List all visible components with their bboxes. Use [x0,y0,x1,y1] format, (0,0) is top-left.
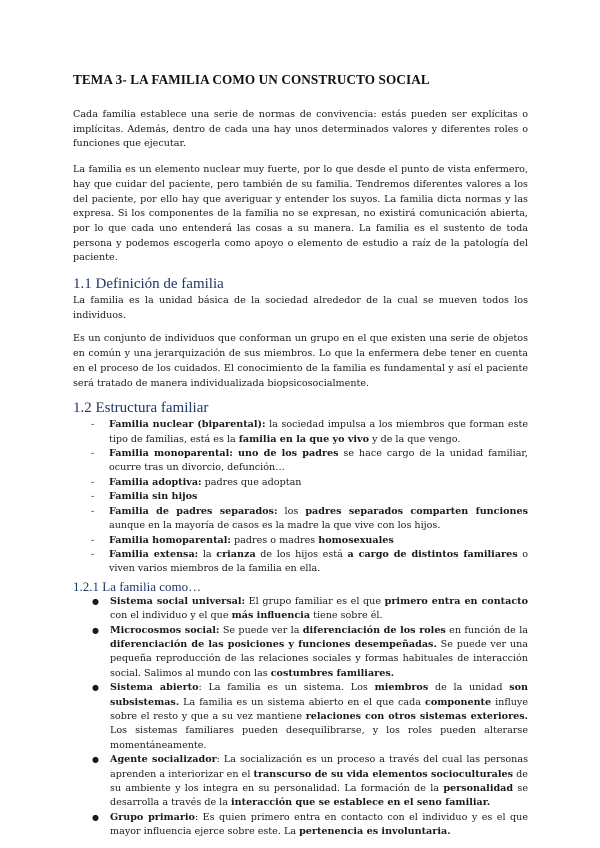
body-text: Se puede ver la [219,624,303,636]
familia-como-list-item [73,624,528,682]
body-text: : La familia es un sistema. Los [198,682,375,694]
body-text: de su ambiente y los integra en su personalidad. La formación de la [110,768,528,794]
body-text: padres que adoptan [201,476,302,488]
body-text: Los sistemas familiares pueden desequilibrarse, y los roles pueden alterarse momentáneamente. [110,725,528,751]
subsection-heading-familia-como: 1.2.1 La familia como… [73,578,202,594]
structure-list-item [73,534,528,548]
body-text: padres o madres [230,534,319,546]
dash-marker: - [91,534,95,546]
intro-paragraph-2: La familia es un elemento nuclear muy fuerte, por lo que desde el punto de vista enfermero, hay que cuidar del paciente, pero también de su familia. Tendremos diferentes valores a los del paciente, por ello hay que averiguar y entender los suyos. La familia dicta normas y las expresa. Si los componentes de la familia no se expresan, no existirá comunicación abierta, por lo que cada uno entenderá las cosas a su manera. La familia es el sustento de toda persona y podemos escogerla como apoyo o elemento de estudio a raíz de la patología del paciente. [73,164,528,264]
structure-list-item [73,447,528,476]
structure-list-item [73,505,528,534]
page-title: TEMA 3- LA FAMILIA COMO UN CONSTRUCTO SOCIAL [73,72,430,87]
bullet-icon: ● [92,755,99,765]
emphasis-text: costumbres familiares. [270,667,395,679]
emphasis-text: son subsistemas. [110,682,529,708]
body-text: con el individuo y el que [110,610,232,622]
body-text: Se puede ver una pequeña reproducción de las relaciones sociales y formas habituales de interacción social. Salimos al mundo con las [110,638,528,679]
body-text: la sociedad impulsa a los miembros que forman este tipo de familias, está es la [109,419,528,445]
family-as-list [73,595,528,840]
dash-marker: - [91,419,95,431]
emphasis-text: Grupo primario [110,811,195,823]
familia-como-list-item [73,681,528,753]
emphasis-text: transcurso de su vida elementos socioculturales [253,768,514,780]
emphasis-text: Sistema social universal: [110,595,246,607]
dash-marker: - [91,448,95,460]
section-heading-estructura: 1.2 Estructura familiar [73,400,209,417]
emphasis-text: familia en la que yo vivo [238,433,370,445]
structure-list-item [73,490,528,504]
bullet-icon: ● [92,683,99,693]
emphasis-text: Agente socializador [110,754,217,766]
body-text: en función de la [445,624,528,636]
body-text: la [198,548,217,560]
emphasis-text: interacción que se establece en el seno familiar. [231,797,491,809]
emphasis-text: pertenencia es involuntaria. [299,826,451,838]
section-heading-definicion: 1.1 Definición de familia [73,276,224,293]
emphasis-text: Familia de padres separados: [109,505,278,517]
body-text: o viven varios miembros de la familia en ella. [109,548,529,575]
body-text: : Es quien primero entra en contacto con el individuo y es el que mayor influencia ejerce sobre este. La [110,811,529,838]
dash-marker: - [91,548,95,560]
structure-list-item [73,476,528,490]
definition-paragraph-2: Es un conjunto de individuos que conforman un grupo en el que existen una serie de objetos en común y una jerarquización de sus miembros. Lo que la enfermera debe tener en cuenta en el proceso de los cuidados. El conocimiento de la familia es fundamental y así el paciente será tratado de manera individualizada biopsicosocialmente. [73,333,528,389]
emphasis-text: componente [425,696,492,708]
bullet-icon: ● [92,596,99,606]
body-text: tiene sobre él. [310,610,383,622]
emphasis-text: Familia homoparental: [109,534,231,546]
emphasis-text: diferenciación de las posiciones y funciones desempeñadas. [110,638,437,650]
body-text: El grupo familiar es el que [245,595,385,607]
emphasis-text: padres separados comparten funciones [305,505,529,517]
body-text: se desarrolla a través de la [110,783,528,809]
body-text: aunque en la mayoría de casos es la madre la que vive con los hijos. [109,520,441,532]
emphasis-text: Sistema abierto [110,682,199,694]
body-text: se hace cargo de la unidad familiar, ocurre tras un divorcio, defunción… [109,448,528,474]
bullet-icon: ● [92,625,99,635]
body-text: y de la que vengo. [369,433,461,445]
body-text: influye sobre el resto y que a su vez mantiene [110,696,528,722]
structure-list-item [73,548,528,577]
emphasis-text: a cargo de distintos familiares [347,548,518,560]
emphasis-text: Familia extensa: [109,548,199,560]
emphasis-text: diferenciación de los roles [302,624,446,636]
emphasis-text: homosexuales [318,534,394,546]
body-text: los [277,505,306,517]
emphasis-text: relaciones con otros sistemas exteriores. [305,710,528,722]
body-text: de los hijos está [255,548,348,560]
emphasis-text: miembros [374,682,429,694]
structure-list-item [73,418,528,447]
body-text: : La socialización es un proceso a través del cual las personas aprenden a interiorizar en el [110,754,528,780]
emphasis-text: Familia adoptiva: [109,476,202,488]
emphasis-text: Microcosmos social: [110,624,220,636]
emphasis-text: primero entra en contacto [384,595,528,607]
familia-como-list-item [73,595,528,624]
emphasis-text: Familia nuclear (biparental): [109,419,266,431]
definition-paragraph-1: La familia es la unidad básica de la sociedad alrededor de la cual se mueven todos los individuos. [73,295,528,321]
emphasis-text: más influencia [231,610,311,622]
body-text: La familia es un sistema abierto en el que cada [179,696,425,708]
intro-paragraph-1: Cada familia establece una serie de normas de convivencia: estás pueden ser explícitas o implícitas. Además, dentro de cada una hay unos determinados valores y diferentes roles o funciones que ejecutar. [73,109,528,150]
dash-marker: - [91,476,95,488]
dash-marker: - [91,505,95,517]
emphasis-text: Familia monoparental: uno de los padres [109,448,339,460]
emphasis-text: personalidad [443,783,514,794]
familia-como-list-item [73,753,528,811]
emphasis-text: Familia sin hijos [109,491,198,503]
dash-marker: - [91,491,95,503]
bullet-icon: ● [92,812,99,822]
family-structure-list [73,418,528,576]
emphasis-text: crianza [216,548,256,560]
body-text: de la unidad [428,682,510,694]
familia-como-list-item [73,811,528,840]
